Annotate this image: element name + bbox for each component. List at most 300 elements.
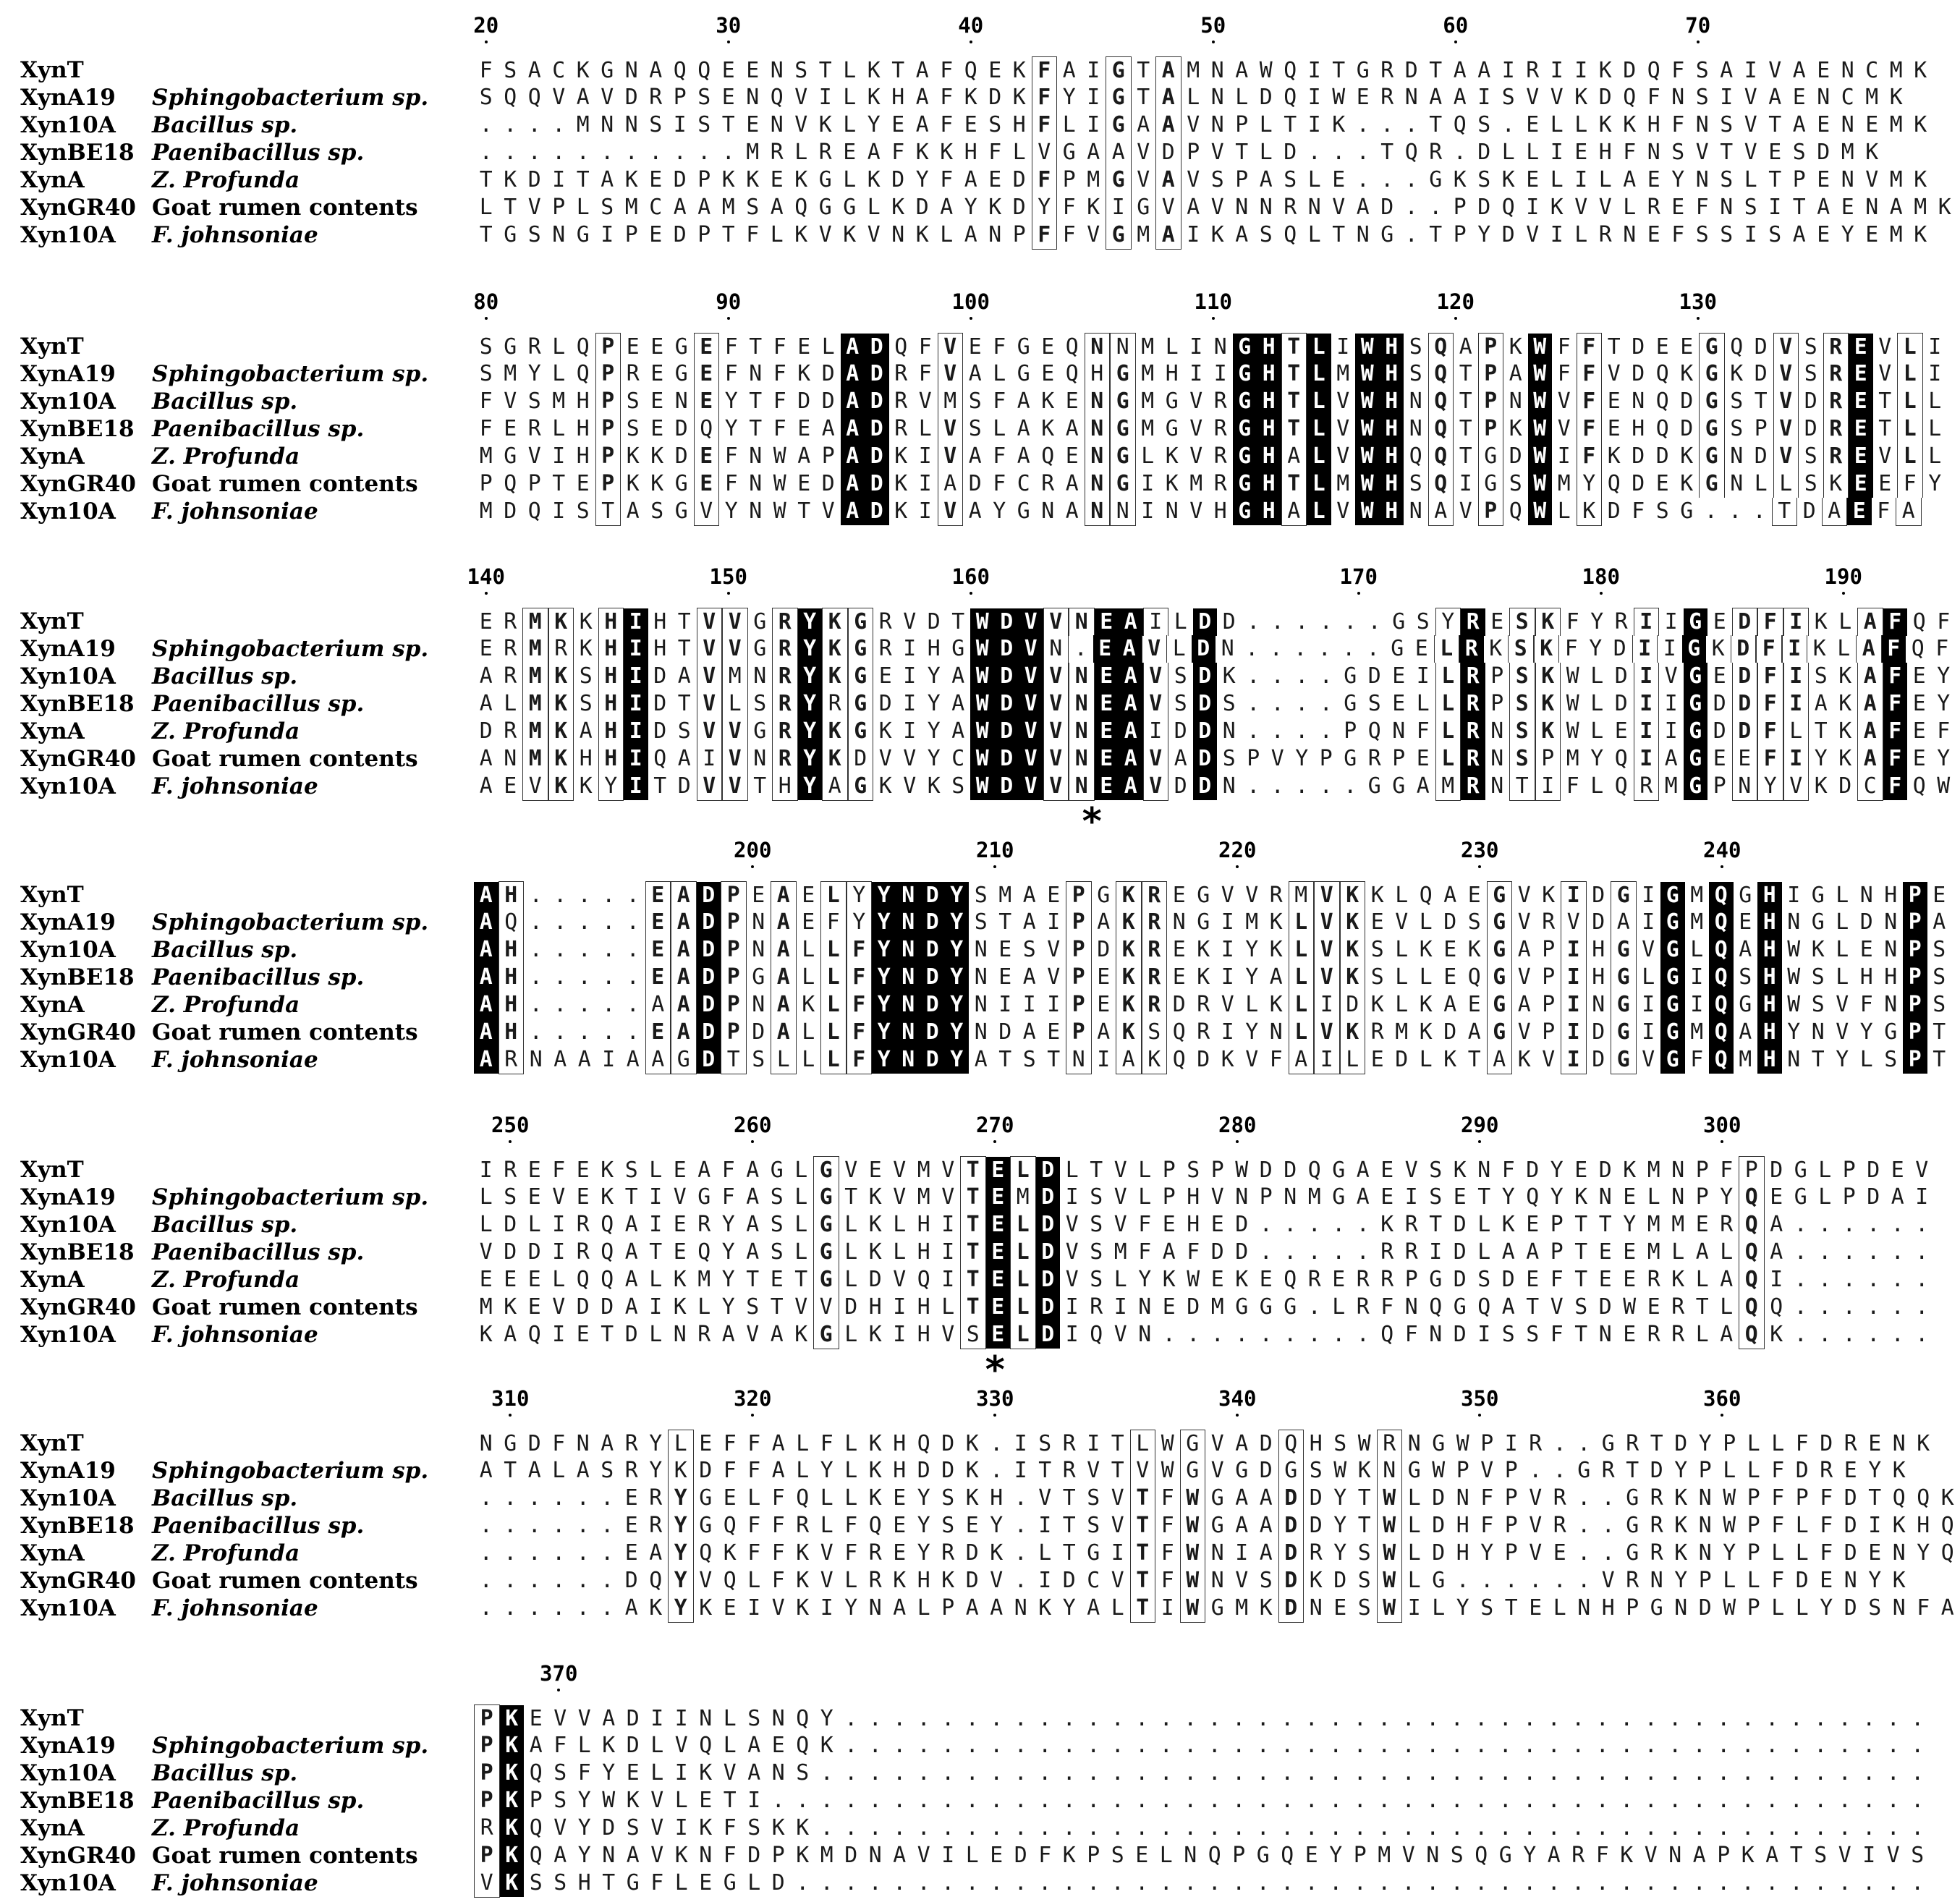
residue: K — [1221, 1047, 1234, 1072]
residue: Y — [1245, 964, 1259, 990]
residue: I — [1106, 194, 1132, 221]
residue: A — [940, 195, 954, 220]
residue: A — [771, 936, 797, 964]
residue: N — [770, 112, 784, 137]
residue: T — [1137, 58, 1150, 83]
residue: A — [821, 416, 835, 441]
residue: A — [746, 1184, 760, 1210]
residue: D — [1804, 389, 1817, 414]
residue: A — [1770, 1239, 1783, 1265]
residue: L — [844, 1322, 858, 1347]
residue: G — [813, 1184, 839, 1211]
residue: V — [723, 1760, 737, 1786]
sequence-name: XynBE18 — [20, 1788, 135, 1814]
residue: Q — [1428, 360, 1454, 388]
residue: F — [1032, 221, 1058, 250]
residue: S — [527, 389, 541, 414]
residue: L — [1837, 636, 1851, 661]
residue: Y — [1245, 1019, 1259, 1045]
ruler-tick-dot — [1478, 865, 1481, 868]
residue: D — [1443, 1019, 1457, 1045]
residue: K — [723, 1540, 737, 1566]
residue: . — [1501, 112, 1515, 137]
residue: E — [964, 112, 977, 137]
ruler-tick-dot — [727, 317, 730, 320]
residue: L — [893, 1212, 907, 1237]
aligned-sequence — [474, 498, 1922, 526]
residue: . — [1304, 1733, 1318, 1758]
residue: Y — [577, 1815, 591, 1841]
residue: N — [1720, 195, 1734, 220]
residue: L — [1723, 1568, 1736, 1593]
residue: V — [1210, 195, 1224, 220]
ruler-tick-dot — [970, 592, 972, 595]
residue: Q — [1428, 333, 1454, 361]
residue: L — [1010, 1294, 1036, 1321]
residue: L — [794, 1158, 808, 1183]
residue: N — [1695, 112, 1709, 137]
residue: G — [1210, 1485, 1224, 1511]
residue: K — [940, 140, 954, 165]
residue: . — [1062, 1760, 1076, 1786]
residue: D — [1607, 498, 1621, 524]
residue: . — [601, 1595, 614, 1621]
residue: V — [941, 1322, 955, 1347]
residue: T — [1130, 1540, 1156, 1567]
residue: . — [527, 1513, 541, 1538]
residue: H — [499, 964, 525, 991]
residue: A — [1739, 937, 1752, 962]
residue: E — [998, 937, 1012, 962]
residue: N — [1184, 1843, 1197, 1868]
residue: . — [1475, 1788, 1488, 1813]
residue: S — [1501, 85, 1515, 110]
residue: V — [794, 1294, 808, 1320]
residue: G — [1611, 964, 1637, 991]
residue: . — [1741, 1706, 1755, 1731]
residue: . — [504, 112, 517, 137]
residue: M — [917, 1158, 930, 1183]
residue: K — [878, 718, 892, 744]
ruler-tick-dot — [1721, 1414, 1723, 1417]
residue: S — [1695, 58, 1709, 83]
residue: E — [1574, 140, 1588, 165]
residue: I — [1189, 334, 1203, 360]
residue: G — [1739, 883, 1752, 908]
residue: . — [990, 1733, 1004, 1758]
residue: R — [1461, 663, 1485, 690]
residue: . — [1087, 1870, 1100, 1895]
residue: L — [1395, 883, 1409, 908]
residue: G — [1626, 1513, 1639, 1538]
residue: I — [941, 1212, 955, 1237]
residue: . — [1401, 1760, 1415, 1786]
residue: E — [1623, 1184, 1637, 1210]
residue: D — [1650, 1458, 1663, 1483]
residue: E — [1453, 1184, 1467, 1210]
residue: . — [990, 1760, 1004, 1786]
residue: . — [1595, 1870, 1609, 1895]
residue: S — [1416, 609, 1430, 634]
residue: E — [527, 1158, 541, 1183]
aligned-sequence — [474, 1046, 1951, 1074]
aligned-sequence — [474, 470, 1947, 498]
residue: K — [579, 773, 593, 799]
residue: L — [479, 195, 493, 220]
residue: K — [479, 1322, 493, 1347]
residue: A — [771, 1458, 785, 1483]
residue: A — [797, 443, 811, 469]
organism-name: Bacillus sp. — [152, 1485, 298, 1511]
residue: . — [527, 1540, 541, 1566]
residue: K — [915, 222, 929, 247]
residue: K — [1892, 1458, 1906, 1483]
residue: F — [918, 334, 932, 360]
residue: D — [1432, 1540, 1446, 1566]
residue: A — [1259, 1513, 1273, 1538]
residue: A — [1116, 1046, 1142, 1074]
residue: R — [624, 1431, 638, 1456]
residue: D — [1501, 222, 1515, 247]
residue: S — [1501, 1322, 1515, 1347]
residue: M — [1141, 416, 1155, 441]
residue: K — [1467, 937, 1481, 962]
residue: V — [552, 85, 566, 110]
residue: L — [1771, 1431, 1785, 1456]
residue: V — [903, 746, 917, 771]
residue: G — [1432, 1431, 1446, 1456]
residue: H — [653, 609, 667, 634]
residue: P — [1903, 991, 1927, 1019]
residue: E — [624, 1540, 638, 1566]
residue: Q — [529, 1843, 543, 1868]
residue: W — [1235, 1158, 1249, 1183]
residue: E — [527, 1294, 541, 1320]
residue: H — [1757, 882, 1782, 909]
residue: P — [1187, 140, 1200, 165]
residue: V — [674, 1733, 688, 1758]
residue: N — [1407, 1431, 1421, 1456]
residue: . — [1498, 1788, 1512, 1813]
residue: D — [1731, 635, 1757, 663]
residue: T — [1574, 1212, 1588, 1237]
residue: D — [1012, 195, 1026, 220]
ruler-tick-dot — [1454, 41, 1457, 43]
residue: I — [1065, 1184, 1079, 1210]
residue: L — [1550, 167, 1564, 192]
residue: Y — [1435, 608, 1461, 636]
residue: W — [1377, 1540, 1403, 1567]
residue: W — [1161, 1431, 1174, 1456]
residue: T — [624, 1184, 638, 1210]
residue: V — [1221, 883, 1234, 908]
residue: G — [1611, 1046, 1637, 1074]
residue: M — [1336, 471, 1350, 496]
residue: N — [1356, 222, 1370, 247]
residue: K — [941, 1568, 955, 1593]
residue: N — [1695, 167, 1709, 192]
residue: A — [893, 1595, 907, 1621]
residue: F — [1566, 773, 1579, 799]
residue: D — [697, 882, 721, 909]
residue: E — [1095, 745, 1119, 773]
residue: K — [1162, 1267, 1176, 1292]
residue: T — [1281, 333, 1307, 361]
aligned-sequence — [474, 111, 1933, 139]
residue: . — [1450, 1760, 1464, 1786]
residue: . — [1256, 1788, 1270, 1813]
residue: A — [1889, 195, 1903, 220]
residue: W — [1937, 773, 1951, 799]
residue: G — [1487, 909, 1513, 936]
residue: F — [723, 1843, 737, 1868]
residue: G — [1392, 773, 1406, 799]
residue: S — [576, 498, 590, 524]
residue: I — [1561, 936, 1587, 964]
residue: . — [1891, 1294, 1904, 1320]
residue: V — [1526, 85, 1540, 110]
residue: I — [918, 471, 932, 496]
residue: L — [1407, 1485, 1421, 1511]
residue: V — [650, 1815, 664, 1841]
residue: P — [1542, 992, 1556, 1017]
residue: K — [1914, 167, 1927, 192]
residue: F — [1883, 690, 1908, 718]
residue: L — [479, 1184, 493, 1210]
residue: P — [1792, 167, 1806, 192]
residue: F — [1877, 498, 1891, 524]
residue: L — [1010, 1266, 1036, 1294]
organism-name: Z. Profunda — [152, 1267, 300, 1293]
residue: D — [653, 718, 667, 744]
residue: A — [645, 991, 671, 1019]
residue: H — [917, 1322, 930, 1347]
residue: V — [821, 498, 835, 524]
residue: . — [479, 1485, 493, 1511]
residue: S — [1509, 690, 1535, 718]
residue: Y — [872, 1046, 896, 1074]
residue: A — [771, 964, 797, 991]
ruler-tick-label: 220 — [1218, 838, 1257, 862]
residue: S — [1509, 608, 1535, 636]
residue: A — [1501, 1239, 1515, 1265]
residue: V — [941, 1158, 955, 1183]
residue: F — [993, 443, 1006, 469]
residue: P — [595, 415, 621, 443]
residue: . — [1401, 1706, 1415, 1731]
residue: V — [1065, 1212, 1079, 1237]
residue: . — [1717, 1815, 1731, 1841]
residue: V — [893, 1158, 907, 1183]
residue: P — [1542, 937, 1556, 962]
residue: E — [699, 1870, 713, 1895]
residue: V — [1189, 389, 1203, 414]
residue: . — [990, 1431, 1004, 1456]
residue: M — [1889, 222, 1903, 247]
residue: E — [986, 1266, 1011, 1294]
residue: V — [1038, 1485, 1052, 1511]
residue: I — [1047, 992, 1061, 1017]
residue: K — [868, 1485, 882, 1511]
residue: D — [1259, 1431, 1273, 1456]
residue: S — [1450, 1843, 1464, 1868]
residue: D — [624, 85, 638, 110]
residue: N — [1598, 1184, 1612, 1210]
ruler-tick-dot — [1212, 317, 1215, 320]
residue: S — [1087, 1513, 1100, 1538]
residue: Q — [1409, 443, 1422, 469]
residue: K — [1623, 1158, 1637, 1183]
residue: K — [1838, 746, 1852, 771]
residue: E — [1095, 773, 1119, 800]
residue: G — [753, 718, 767, 744]
residue: W — [1355, 443, 1380, 470]
residue: N — [699, 1843, 713, 1868]
residue: D — [1155, 139, 1181, 166]
residue: D — [865, 388, 889, 415]
residue: V — [1878, 443, 1892, 469]
residue: I — [552, 1239, 566, 1265]
residue: F — [940, 167, 954, 192]
residue: I — [1477, 1322, 1491, 1347]
residue: . — [1886, 1788, 1900, 1813]
residue: L — [1395, 964, 1409, 990]
residue: A — [1487, 1046, 1513, 1074]
ruler-tick-dot — [1236, 1414, 1239, 1417]
residue: I — [624, 608, 648, 636]
residue: R — [1062, 1458, 1076, 1483]
ruler-tick-dot — [727, 41, 730, 43]
residue: . — [1014, 1733, 1027, 1758]
residue: E — [1172, 883, 1186, 908]
residue: . — [1814, 1733, 1828, 1758]
residue: W — [773, 471, 786, 496]
residue: . — [1911, 1815, 1925, 1841]
residue: V — [794, 112, 808, 137]
residue: N — [752, 937, 765, 962]
residue: P — [1478, 360, 1504, 388]
residue: P — [1723, 1431, 1736, 1456]
residue: Y — [798, 635, 823, 663]
residue: K — [988, 195, 1002, 220]
residue: G — [1233, 498, 1257, 525]
residue: Y — [798, 718, 823, 745]
residue: Y — [1674, 1458, 1688, 1483]
residue: . — [1453, 140, 1467, 165]
residue: D — [915, 195, 929, 220]
residue: . — [1529, 1458, 1543, 1483]
residue: E — [752, 883, 765, 908]
residue: A — [1822, 498, 1848, 526]
residue: D — [1632, 471, 1645, 496]
residue: G — [1278, 1457, 1304, 1485]
residue: V — [1598, 195, 1612, 220]
residue: R — [1459, 635, 1484, 663]
residue: A — [671, 991, 697, 1019]
residue: P — [1550, 1212, 1564, 1237]
residue: W — [602, 1788, 616, 1813]
organism-name: F. johnsoniae — [152, 498, 318, 525]
residue: L — [941, 1294, 955, 1320]
residue: T — [1380, 140, 1394, 165]
residue: . — [1062, 1870, 1076, 1895]
residue: Y — [1577, 470, 1603, 498]
residue: S — [1509, 663, 1535, 690]
residue: H — [1592, 937, 1605, 962]
residue: P — [1478, 415, 1504, 443]
residue: W — [1355, 498, 1380, 525]
residue: G — [674, 334, 688, 360]
residue: . — [576, 140, 590, 165]
residue: D — [1477, 140, 1491, 165]
residue: . — [1595, 1706, 1609, 1731]
residue: A — [1443, 992, 1457, 1017]
residue: N — [1674, 1595, 1688, 1621]
residue: R — [1309, 1540, 1323, 1566]
residue: V — [1111, 1513, 1124, 1538]
residue: . — [1329, 1788, 1343, 1813]
residue: T — [1811, 1047, 1825, 1072]
residue: L — [1172, 636, 1186, 661]
residue: S — [1911, 1843, 1925, 1868]
sequence-name: Xyn10A — [20, 1595, 116, 1621]
residue: G — [1487, 991, 1513, 1019]
residue: D — [1477, 195, 1491, 220]
residue: A — [990, 1595, 1004, 1621]
residue: A — [1695, 1239, 1709, 1265]
residue: T — [960, 1211, 986, 1239]
residue: H — [1757, 991, 1782, 1019]
residue: I — [1664, 718, 1678, 744]
residue: K — [699, 1760, 713, 1786]
sequence-name: XynA — [20, 1815, 85, 1841]
residue: P — [595, 360, 621, 388]
residue: E — [986, 1157, 1011, 1184]
residue: Y — [1820, 1595, 1833, 1621]
residue: K — [674, 1843, 688, 1868]
residue: A — [671, 881, 697, 909]
residue: G — [1106, 56, 1132, 85]
residue: I — [820, 1595, 833, 1621]
residue: P — [1717, 1843, 1731, 1868]
residue: . — [1135, 1788, 1149, 1813]
residue: . — [1571, 1706, 1585, 1731]
residue: L — [820, 881, 847, 909]
residue: A — [1065, 498, 1079, 524]
residue: Q — [1090, 1322, 1103, 1347]
residue: D — [1453, 1239, 1467, 1265]
residue: K — [1340, 1019, 1366, 1046]
residue: W — [1528, 443, 1553, 470]
residue: . — [1547, 1706, 1561, 1731]
residue: F — [847, 1046, 873, 1074]
residue: K — [650, 443, 664, 469]
residue: T — [1768, 167, 1782, 192]
residue: L — [844, 1212, 858, 1237]
residue: D — [1713, 691, 1726, 716]
residue: L — [1747, 1568, 1760, 1593]
residue: F — [847, 964, 873, 991]
residue: R — [1634, 773, 1660, 801]
residue: V — [1113, 1212, 1127, 1237]
residue: D — [1867, 1158, 1880, 1183]
residue: F — [940, 112, 954, 137]
residue: . — [1794, 1212, 1807, 1237]
residue: A — [771, 909, 797, 936]
residue: K — [1269, 909, 1283, 935]
residue: . — [1135, 1815, 1149, 1841]
residue: S — [504, 1184, 517, 1210]
